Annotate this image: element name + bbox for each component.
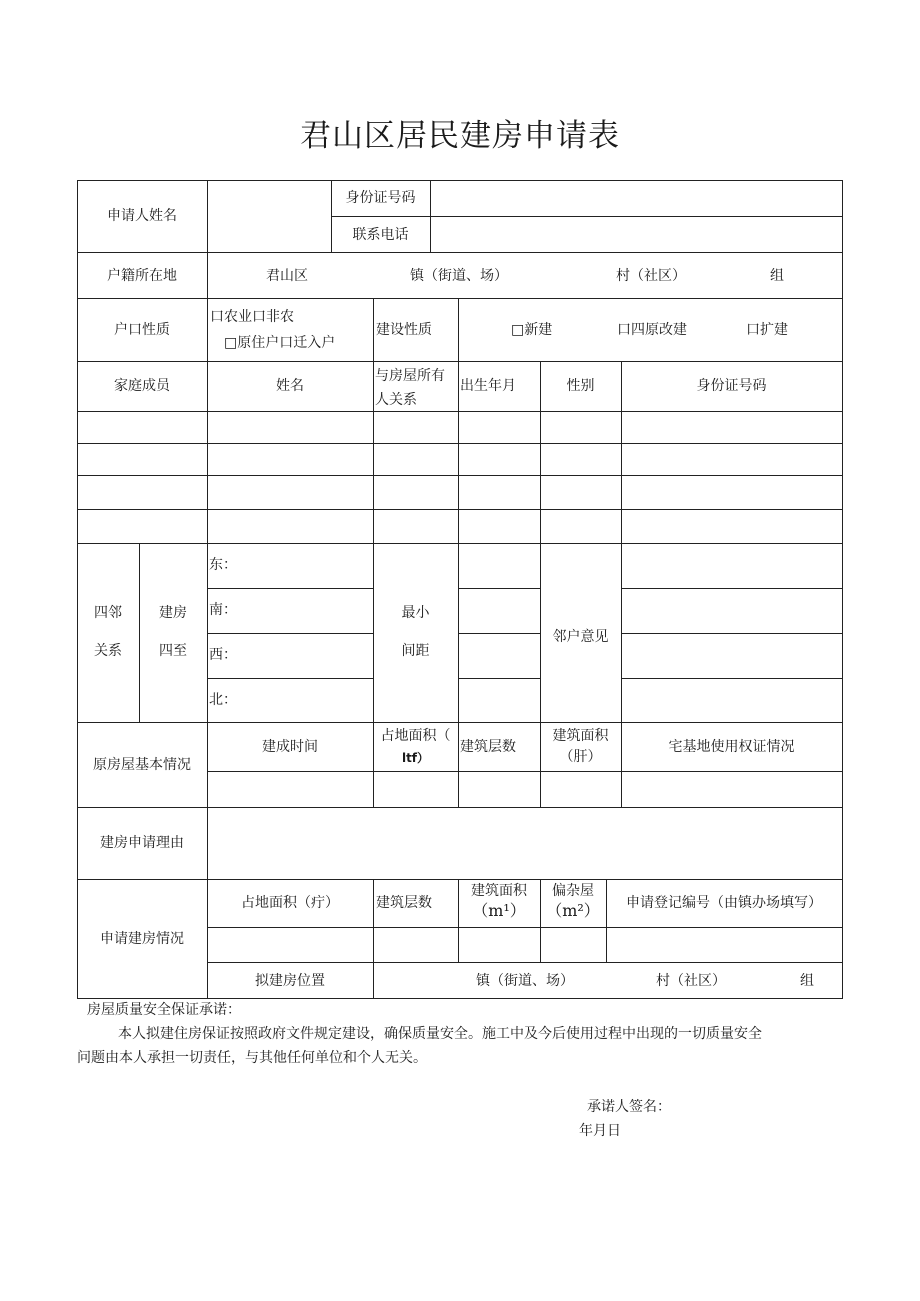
apply-build-area-unit: （m¹）: [472, 901, 526, 920]
orig-build-area-unit: （肝）: [559, 749, 602, 765]
id-number-label: 身份证号码: [345, 190, 416, 206]
apply-label: 申请建房情况: [100, 931, 184, 947]
location-town: 镇（街道、场）: [476, 973, 574, 989]
orig-built-time: 建成时间: [262, 739, 318, 755]
apply-build-area: 建筑面积: [471, 883, 527, 899]
orig-homestead-cert: 宅基地使用权证情况: [668, 739, 795, 755]
apply-shed: 偏杂屋: [552, 883, 594, 899]
boundaries-label-2: 四至: [159, 643, 187, 659]
min-distance-label: 最小: [401, 605, 430, 621]
family-col-gender: 性别: [566, 378, 595, 394]
orig-floors: 建筑层数: [460, 739, 516, 755]
family-col-relation: 与房屋所有: [375, 368, 445, 384]
commitment-text-line2: 问题由本人承担一切责任，与其他任何单位和个人无关。: [77, 1050, 427, 1066]
household-group: 组: [770, 268, 784, 284]
apply-land-area: 占地面积（疔）: [241, 895, 339, 911]
neighbors-label-2: 关系: [94, 643, 122, 659]
commitment-text-line1: 本人拟建住房保证按照政府文件规定建设，确保质量安全。施工中及今后使用过程中出现的一切质量安全: [118, 1026, 762, 1042]
page-title: 君山区居民建房申请表: [300, 118, 620, 154]
family-col-id: 身份证号码: [696, 378, 767, 394]
commitment-heading: 房屋质量安全保证承诺：: [87, 1002, 241, 1018]
family-col-name: 姓名: [276, 378, 304, 394]
apply-shed-unit: （m²）: [546, 901, 600, 920]
household-village: 村（社区）: [616, 268, 686, 284]
signer-label: 承诺人签名：: [587, 1099, 671, 1115]
location-village: 村（社区）: [656, 973, 726, 989]
hukou-label: 户口性质: [114, 322, 170, 338]
family-label: 家庭成员: [114, 378, 170, 394]
applicant-name-label: 申请人姓名: [107, 208, 177, 224]
build-expand-option[interactable]: 口扩建: [746, 322, 788, 338]
neighbors-label: 四邻: [94, 605, 122, 621]
orig-land-area: 占地面积（: [380, 728, 451, 744]
orig-build-area: 建筑面积: [552, 728, 609, 744]
apply-registration-no: 申请登记编号（由镇办场填写）: [626, 895, 822, 911]
boundary-east: 东：: [209, 557, 237, 573]
boundary-west: 西：: [209, 647, 237, 663]
phone-label: 联系电话: [352, 227, 409, 243]
boundaries-label: 建房: [159, 605, 187, 621]
neighbor-opinion-label: 邻户意见: [552, 629, 609, 645]
hukou-option-agri[interactable]: 口农业口非农: [210, 309, 294, 325]
household-town: 镇（街道、场）: [410, 268, 508, 284]
build-nature-label: 建设性质: [376, 322, 432, 338]
orig-land-area-unit: ltf）: [401, 751, 430, 765]
min-distance-label-2: 间距: [401, 643, 430, 659]
proposed-location-label: 拟建房位置: [255, 973, 325, 989]
family-col-birth: 出生年月: [460, 378, 516, 394]
build-rebuild-option[interactable]: 口四原改建: [617, 322, 687, 338]
household-label: 户籍所在地: [107, 268, 177, 284]
original-house-label: 原房屋基本情况: [93, 757, 191, 773]
boundary-south: 南：: [209, 602, 237, 618]
date-label: 年月日: [579, 1123, 621, 1139]
family-col-relation-2: 人关系: [375, 392, 417, 408]
build-new-option[interactable]: □新建: [511, 322, 553, 338]
location-group: 组: [800, 973, 814, 989]
boundary-north: 北：: [209, 692, 237, 708]
reason-label: 建房申请理由: [100, 835, 184, 851]
apply-floors: 建筑层数: [376, 895, 432, 911]
hukou-option-migrant[interactable]: □原住户口迁入户: [224, 335, 336, 351]
household-district: 君山区: [266, 268, 308, 284]
